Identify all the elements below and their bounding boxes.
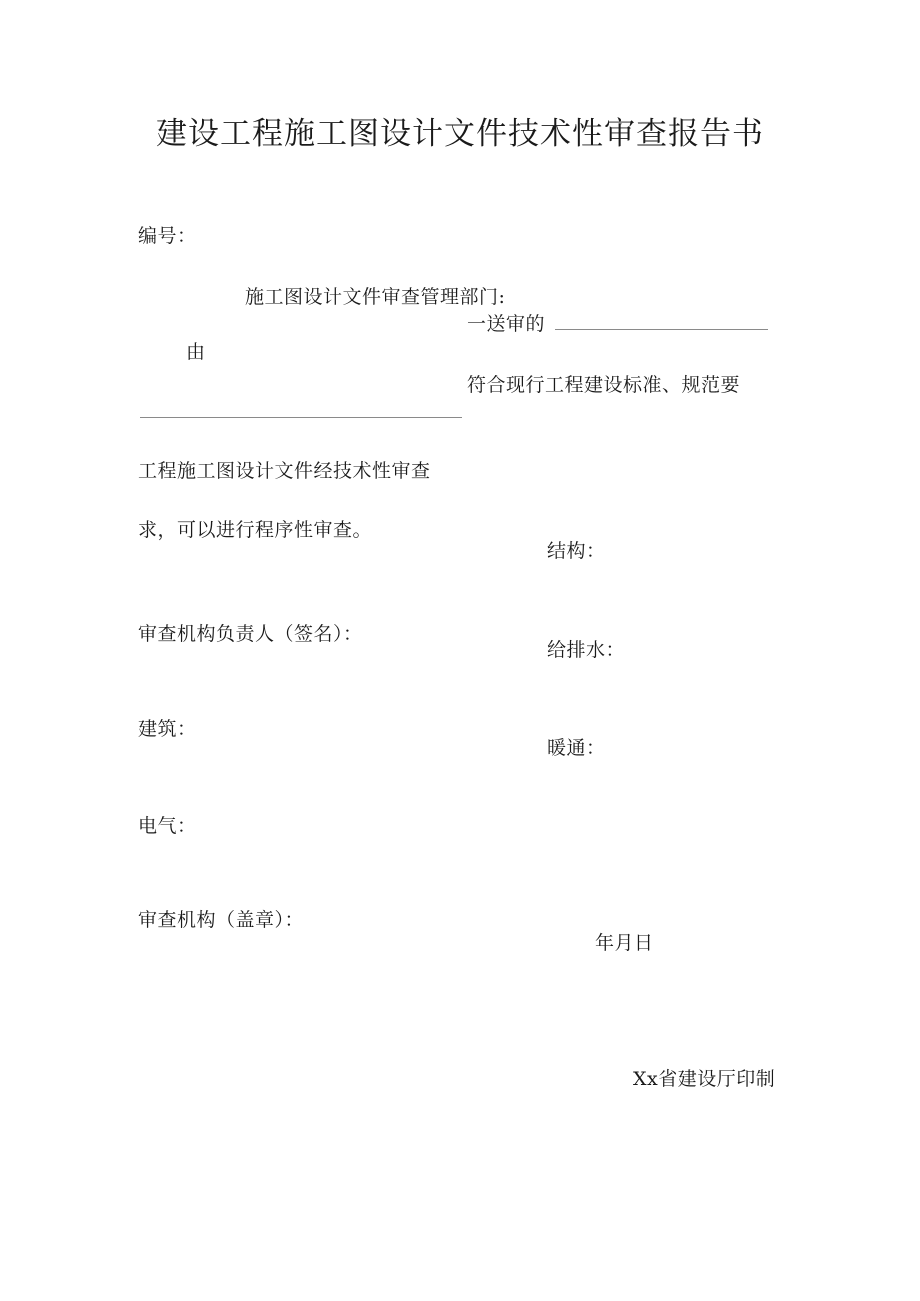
document-title: 建设工程施工图设计文件技术性审查报告书	[156, 116, 764, 152]
architecture-label: 建筑：	[138, 718, 197, 740]
compliance-text: 符合现行工程建设标准、规范要	[467, 374, 741, 396]
by-label: 由	[186, 341, 206, 363]
hvac-label: 暖通：	[547, 737, 606, 759]
number-label: 编号：	[138, 225, 197, 247]
electrical-label: 电气：	[138, 815, 197, 837]
submitted-label: 一送审的	[467, 313, 546, 335]
date-label: 年月日	[595, 932, 654, 954]
project-blank-line	[140, 417, 462, 418]
printed-by-label: Xx省建设厅印制	[633, 1068, 776, 1090]
agency-seal-label: 审查机构（盖章）：	[138, 909, 305, 931]
structure-label: 结构：	[547, 540, 606, 562]
head-signature-label: 审查机构负责人（签名）：	[138, 623, 363, 645]
conclusion-text: 求，可以进行程序性审查。	[138, 519, 373, 541]
project-review-text: 工程施工图设计文件经技术性审查	[138, 460, 431, 482]
submitted-blank-line	[555, 329, 768, 330]
review-dept-label: 施工图设计文件审查管理部门:	[245, 286, 506, 308]
plumbing-label: 给排水：	[547, 639, 626, 661]
